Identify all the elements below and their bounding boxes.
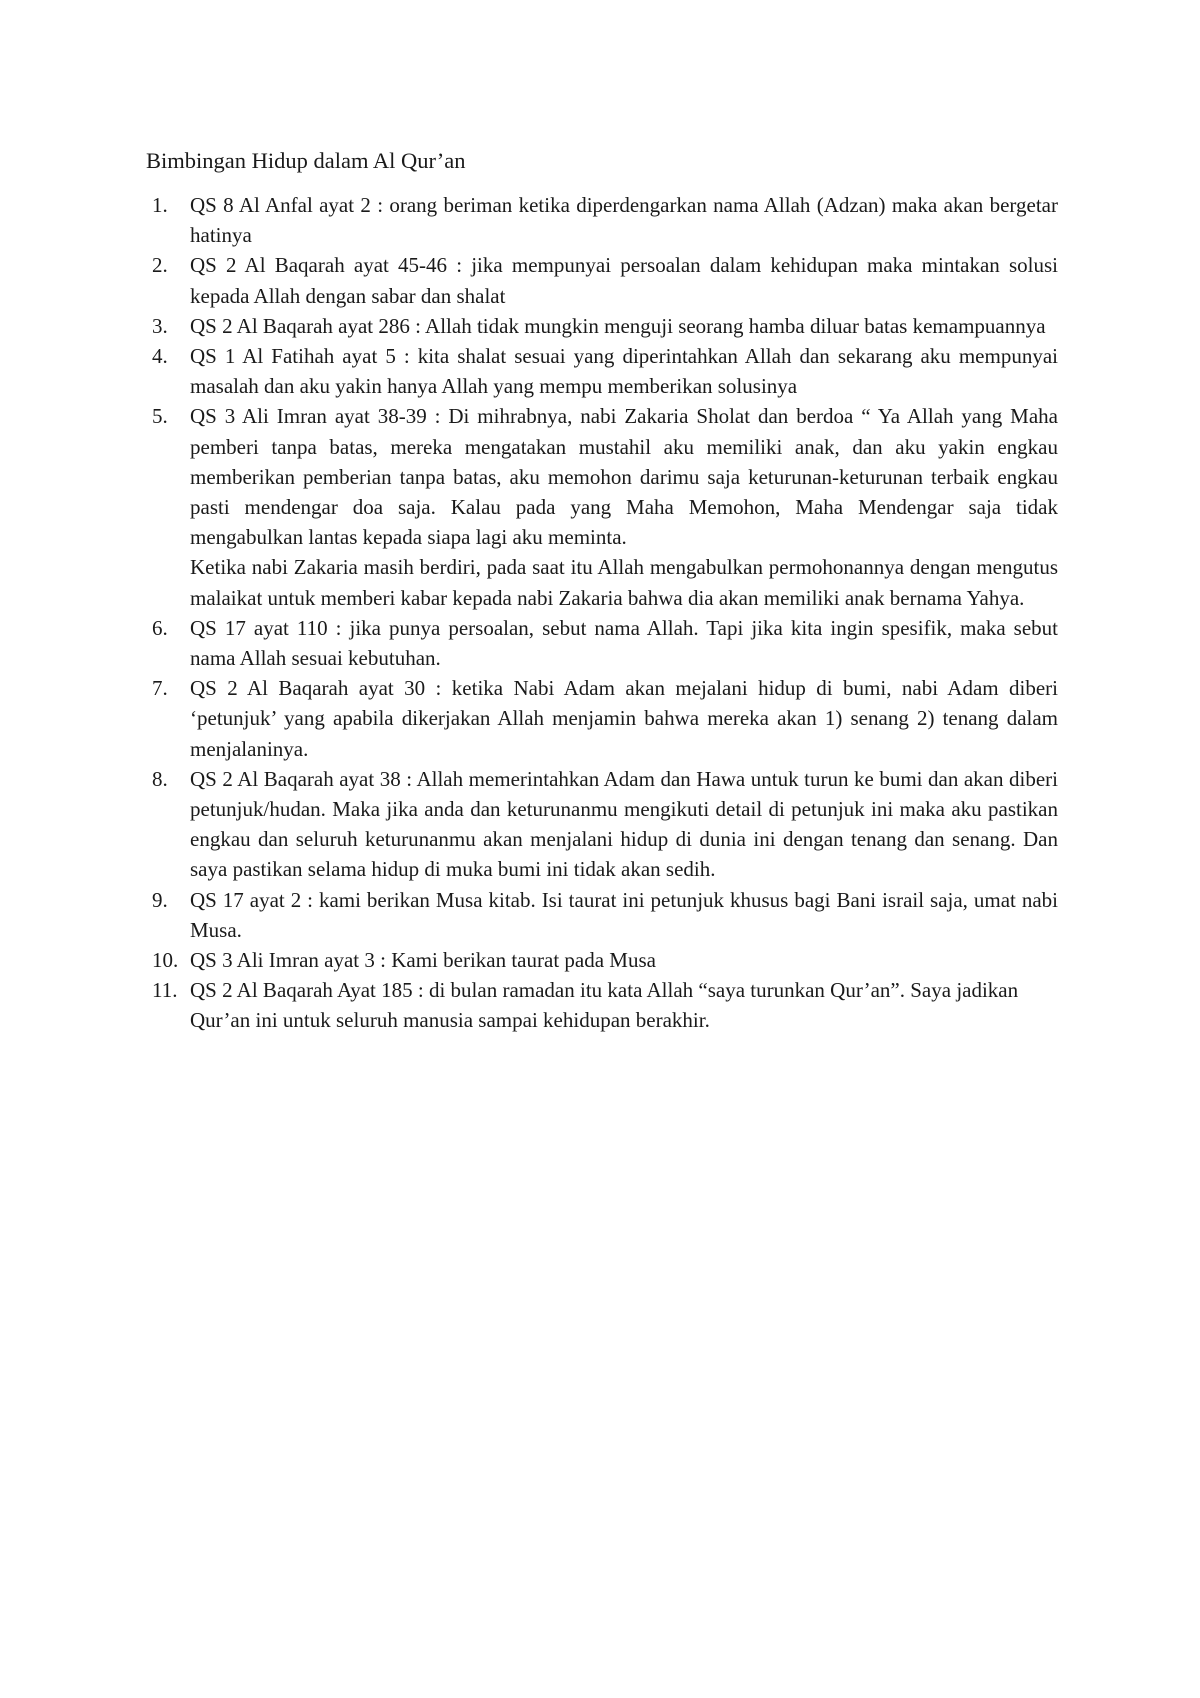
list-item-number: 9. [152,887,168,912]
list-item [146,401,1058,612]
list-item-text: QS 8 Al Anfal ayat 2 : orang beriman ketika diperdengarkan nama Allah (Adzan) maka akan bergetar hatinya [190,193,1058,248]
list-item-number: 4. [152,344,168,369]
list-item [146,945,1058,975]
document-title: Bimbingan Hidup dalam Al Qur’an [146,148,466,173]
list-item-number: 7. [152,676,168,701]
list-item-number: 11. [152,978,178,1003]
list-item-text: QS 1 Al Fatihah ayat 5 : kita shalat sesuai yang diperintahkan Allah dan sekarang aku mempunyai masalah dan aku yakin hanya Allah yang mempu memberikan solusinya [190,344,1058,399]
list-item [146,673,1058,764]
list-item-number: 3. [152,313,168,338]
list-item [146,764,1058,885]
list-item [146,885,1058,945]
document-list [146,190,1058,1036]
list-item [146,341,1058,401]
list-item [146,613,1058,673]
list-item [146,311,1058,341]
list-item-number: 10. [152,948,179,973]
list-item-number: 5. [152,404,168,429]
list-item-text: QS 2 Al Baqarah ayat 30 : ketika Nabi Adam akan mejalani hidup di bumi, nabi Adam diberi ‘petunjuk’ yang apabila dikerjakan Allah menjamin bahwa mereka akan 1) senang 2) tenang dalam menjalaninya. [190,676,1058,761]
list-item-text: Ketika nabi Zakaria masih berdiri, pada saat itu Allah mengabulkan permohonannya dengan mengutus malaikat untuk memberi kabar kepada nabi Zakaria bahwa dia akan memiliki anak bernama Yahya. [190,555,1058,610]
list-item-text: QS 17 ayat 110 : jika punya persoalan, sebut nama Allah. Tapi jika kita ingin spesifik, maka sebut nama Allah sesuai kebutuhan. [190,615,1058,671]
list-item-text: QS 3 Ali Imran ayat 3 : Kami berikan taurat pada Musa [190,948,656,973]
list-item-number: 6. [152,615,168,640]
list-item-text: QS 2 Al Baqarah ayat 286 : Allah tidak mungkin menguji seorang hamba diluar batas kemampuannya [190,313,1046,338]
list-item-number: 8. [152,766,168,791]
list-item-number: 2. [152,253,168,278]
list-item [146,975,1058,1035]
list-item [146,190,1058,250]
list-item-text: QS 2 Al Baqarah Ayat 185 : di bulan ramadan itu kata Allah “saya turunkan Qur’an”. Saya jadikan Qur’an ini untuk seluruh manusia sampai kehidupan berakhir. [190,978,1019,1033]
list-item-text: QS 17 ayat 2 : kami berikan Musa kitab. Isi taurat ini petunjuk khusus bagi Bani israil saja, umat nabi Musa. [190,887,1058,942]
list-item-text: QS 2 Al Baqarah ayat 45-46 : jika mempunyai persoalan dalam kehidupan maka mintakan solusi kepada Allah dengan sabar dan shalat [190,253,1058,308]
list-item-text: QS 2 Al Baqarah ayat 38 : Allah memerintahkan Adam dan Hawa untuk turun ke bumi dan akan diberi petunjuk/hudan. Maka jika anda dan keturunanmu mengikuti detail di petunjuk ini maka aku pastikan engkau dan seluruh keturunanmu akan menjalani hidup di dunia ini dengan tenang dan senang. Dan saya pastikan selama hidup di muka bumi ini tidak akan sedih. [190,766,1058,882]
list-item-number: 1. [152,193,168,217]
list-item-text: QS 3 Ali Imran ayat 38-39 : Di mihrabnya, nabi Zakaria Sholat dan berdoa “ Ya Allah yang Maha pemberi tanpa batas, mereka mengatakan mustahil aku memiliki anak, dan aku yakin engkau memberikan pemberian tanpa batas, aku memohon darimu saja keturunan-keturunan terbaik engkau pasti mendengar doa saja. Kalau pada yang Maha Memohon, Maha Mendengar saja tidak mengabulkan lantas kepada siapa lagi aku meminta. [190,404,1058,550]
list-item [146,250,1058,310]
